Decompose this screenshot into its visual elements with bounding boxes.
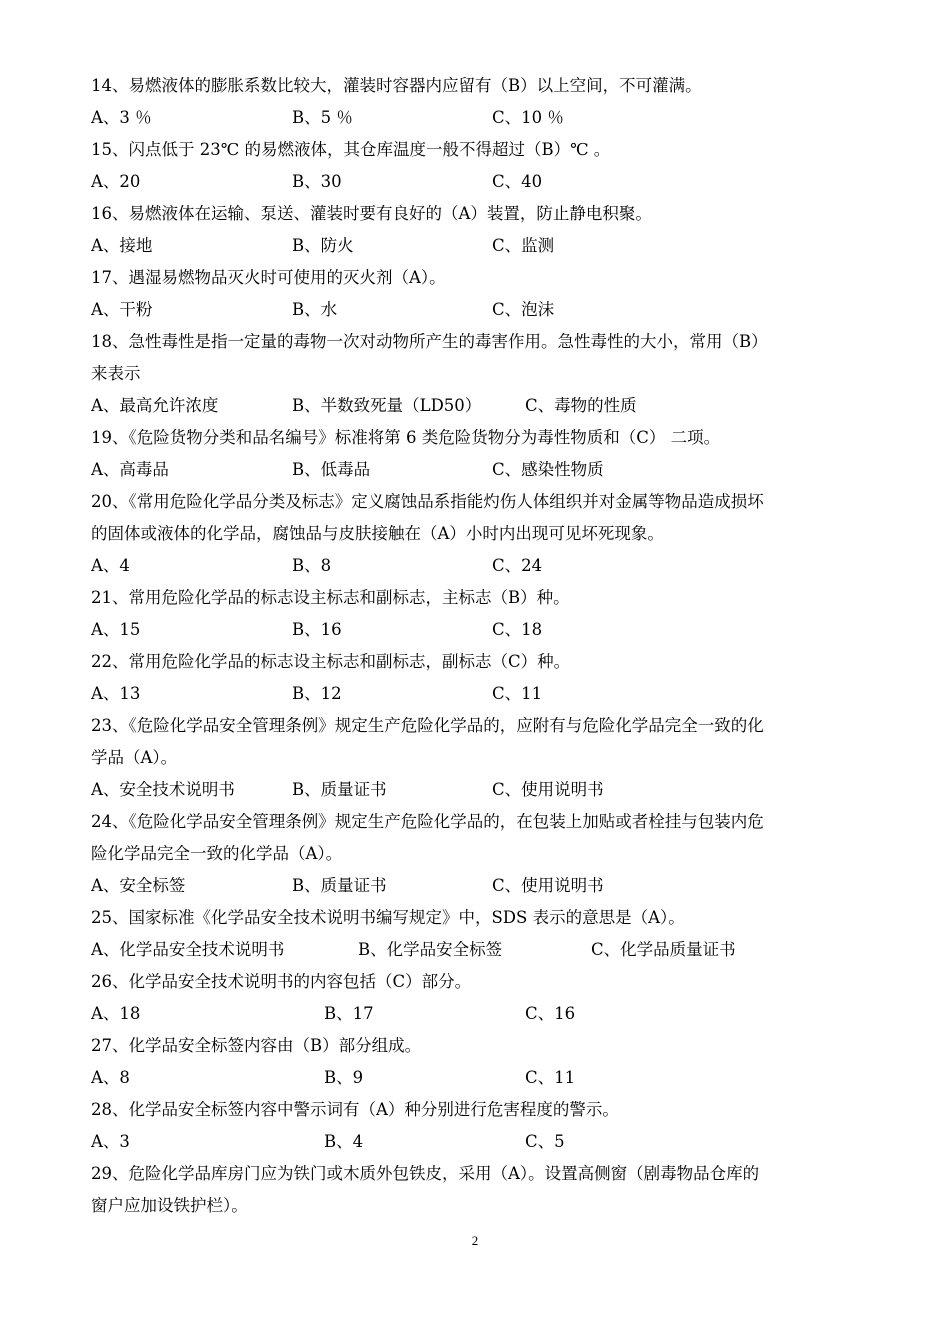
question-text: 20、《常用危险化学品分类及标志》定义腐蚀品系指能灼伤人体组织并对金属等物品造成损坏: [91, 492, 764, 511]
answer-option: B、12: [292, 684, 342, 703]
answer-option: B、30: [292, 172, 342, 191]
answer-option: A、化学品安全技术说明书: [91, 940, 285, 959]
answer-options: [91, 230, 866, 262]
answer-option: B、水: [292, 300, 338, 319]
answer-option: A、最高允许浓度: [91, 396, 219, 415]
answer-option: C、毒物的性质: [525, 396, 637, 415]
question-text: 来表示: [91, 364, 141, 383]
question-text: 27、化学品安全标签内容由（B）部分组成。: [91, 1036, 422, 1055]
answer-option: C、18: [492, 620, 543, 639]
answer-option: C、5: [525, 1132, 565, 1151]
answer-option: B、质量证书: [292, 780, 387, 799]
question-text: 19、《危险货物分类和品名编号》标准将第 6 类危险货物分为毒性物质和（C） 二项。: [91, 428, 721, 447]
answer-option: A、干粉: [91, 300, 153, 319]
answer-option: C、监测: [492, 236, 555, 255]
answer-option: B、16: [292, 620, 342, 639]
question-text: 学品（A）。: [91, 748, 178, 767]
answer-options: [91, 614, 866, 646]
answer-options: [91, 774, 866, 806]
answer-option: A、18: [91, 1004, 141, 1023]
answer-options: [91, 454, 866, 486]
question-text: 24、《危险化学品安全管理条例》规定生产危险化学品的，在包装上加贴或者栓挂与包装内危: [91, 812, 764, 831]
answer-option: B、防火: [292, 236, 354, 255]
question-text: 25、国家标准《化学品安全技术说明书编写规定》中，SDS 表示的意思是（A）。: [91, 908, 685, 927]
page-number: 2: [471, 1233, 479, 1248]
answer-option: C、泡沫: [492, 300, 555, 319]
answer-option: C、11: [525, 1068, 576, 1087]
answer-option: B、5 ％: [292, 108, 353, 127]
question-text: 22、常用危险化学品的标志设主标志和副标志，副标志（C）种。: [91, 652, 571, 671]
answer-options: [91, 102, 866, 134]
answer-option: A、15: [91, 620, 141, 639]
answer-option: C、使用说明书: [492, 876, 604, 895]
answer-options: [91, 998, 866, 1030]
answer-option: A、安全技术说明书: [91, 780, 235, 799]
answer-option: C、40: [492, 172, 543, 191]
answer-option: B、质量证书: [292, 876, 387, 895]
answer-option: B、4: [324, 1132, 364, 1151]
answer-option: B、17: [324, 1004, 374, 1023]
answer-options: [91, 166, 866, 198]
answer-options: [91, 550, 866, 582]
question-text: 窗户应加设铁护栏）。: [91, 1196, 248, 1215]
answer-option: B、8: [292, 556, 332, 575]
question-list: [91, 70, 866, 1222]
answer-option: B、半数致死量（LD50）: [292, 396, 482, 415]
answer-option: A、8: [91, 1068, 130, 1087]
answer-option: C、11: [492, 684, 543, 703]
question-text: 险化学品完全一致的化学品（A）。: [91, 844, 343, 863]
answer-options: [91, 934, 866, 966]
answer-option: A、安全标签: [91, 876, 186, 895]
answer-option: A、20: [91, 172, 141, 191]
question-text: 21、常用危险化学品的标志设主标志和副标志，主标志（B）种。: [91, 588, 570, 607]
answer-options: [91, 390, 866, 422]
question-text: 14、易燃液体的膨胀系数比较大，灌装时容器内应留有（B）以上空间，不可灌满。: [91, 76, 702, 95]
answer-option: A、13: [91, 684, 141, 703]
answer-option: A、3 ％: [91, 108, 152, 127]
answer-option: A、4: [91, 556, 130, 575]
question-text: 29、危险化学品库房门应为铁门或木质外包铁皮，采用（A）。设置高侧窗（剧毒物品仓库的: [91, 1164, 760, 1183]
answer-option: A、接地: [91, 236, 153, 255]
answer-option: C、感染性物质: [492, 460, 604, 479]
question-text: 28、化学品安全标签内容中警示词有（A）种分别进行危害程度的警示。: [91, 1100, 619, 1119]
question-text: 的固体或液体的化学品，腐蚀品与皮肤接触在（A）小时内出现可见坏死现象。: [91, 524, 664, 543]
question-text: 15、闪点低于 23℃ 的易燃液体，其仓库温度一般不得超过（B）℃ 。: [91, 140, 611, 159]
question-text: 23、《危险化学品安全管理条例》规定生产危险化学品的，应附有与危险化学品完全一致的化: [91, 716, 764, 735]
answer-option: A、高毒品: [91, 460, 169, 479]
answer-option: C、24: [492, 556, 543, 575]
answer-option: C、10 ％: [492, 108, 564, 127]
answer-option: C、使用说明书: [492, 780, 604, 799]
answer-options: [91, 1062, 866, 1094]
question-text: 16、易燃液体在运输、泵送、灌装时要有良好的（A）装置，防止静电积聚。: [91, 204, 652, 223]
answer-option: C、16: [525, 1004, 576, 1023]
answer-option: B、化学品安全标签: [358, 940, 503, 959]
answer-option: B、9: [324, 1068, 364, 1087]
question-text: 17、遇湿易燃物品灭火时可使用的灭火剂（A）。: [91, 268, 446, 287]
question-text: 26、化学品安全技术说明书的内容包括（C）部分。: [91, 972, 472, 991]
answer-option: C、化学品质量证书: [591, 940, 736, 959]
answer-options: [91, 678, 866, 710]
answer-options: [91, 294, 866, 326]
answer-options: [91, 1126, 866, 1158]
answer-options: [91, 870, 866, 902]
question-text: 18、急性毒性是指一定量的毒物一次对动物所产生的毒害作用。急性毒性的大小，常用（B）: [91, 332, 768, 351]
answer-option: A、3: [91, 1132, 130, 1151]
answer-option: B、低毒品: [292, 460, 371, 479]
